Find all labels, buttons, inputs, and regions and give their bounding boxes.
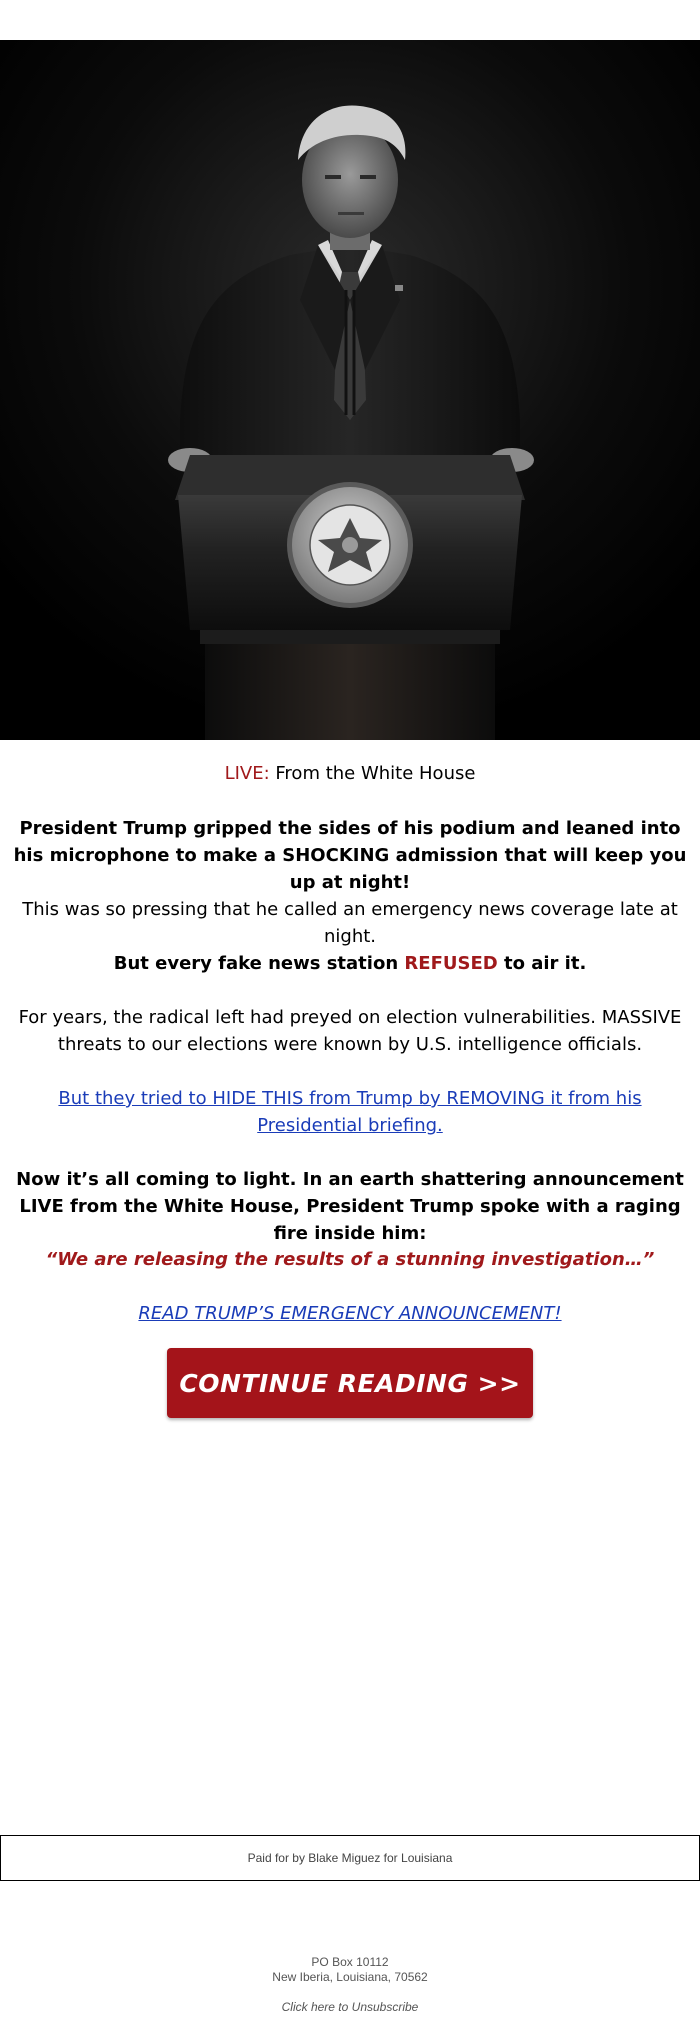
continue-reading-button[interactable]: CONTINUE READING >> bbox=[167, 1348, 533, 1418]
coming-to-light-paragraph: Now it’s all coming to light. In an earth shattering announcement LIVE from the White House, President Trump spoke with a raging fire inside him: bbox=[16, 1169, 684, 1244]
unsubscribe-link[interactable]: Click here to Unsubscribe bbox=[281, 2000, 419, 2014]
refused-after: to air it. bbox=[497, 953, 587, 974]
investigation-quote: “We are releasing the results of a stunning investigation…” bbox=[45, 1249, 655, 1270]
refused-highlight: REFUSED bbox=[404, 953, 498, 974]
emergency-paragraph: This was so pressing that he called an emergency news coverage late at night. bbox=[22, 899, 678, 947]
paid-for-disclaimer bbox=[0, 1835, 700, 1881]
paid-for-text: Paid for by Blake Miguez for Louisiana bbox=[247, 1851, 453, 1865]
po-box: PO Box 10112 bbox=[311, 1955, 389, 1969]
read-announcement-link[interactable]: READ TRUMP’S EMERGENCY ANNOUNCEMENT! bbox=[138, 1303, 562, 1324]
refused-paragraph bbox=[10, 950, 690, 977]
intro-paragraph: President Trump gripped the sides of his podium and leaned into his microphone to make a SHOCKING admission that will keep you up at night! bbox=[13, 818, 687, 893]
threats-paragraph: For years, the radical left had preyed on election vulnerabilities. MASSIVE threats to our elections were known by U.S. intelligence officials. bbox=[18, 1007, 682, 1055]
live-line bbox=[10, 760, 690, 787]
hide-link-paragraph bbox=[10, 1085, 690, 1139]
hide-this-link[interactable]: But they tried to HIDE THIS from Trump by REMOVING it from his Presidential briefing. bbox=[58, 1088, 642, 1136]
live-label: LIVE: bbox=[224, 763, 270, 784]
refused-before: But every fake news station bbox=[113, 953, 405, 974]
hero-image bbox=[0, 40, 700, 740]
president-podium-illustration bbox=[0, 40, 700, 740]
city-line: New Iberia, Louisiana, 70562 bbox=[272, 1970, 428, 1984]
read-announcement-line bbox=[10, 1300, 690, 1327]
live-text: From the White House bbox=[269, 763, 476, 784]
